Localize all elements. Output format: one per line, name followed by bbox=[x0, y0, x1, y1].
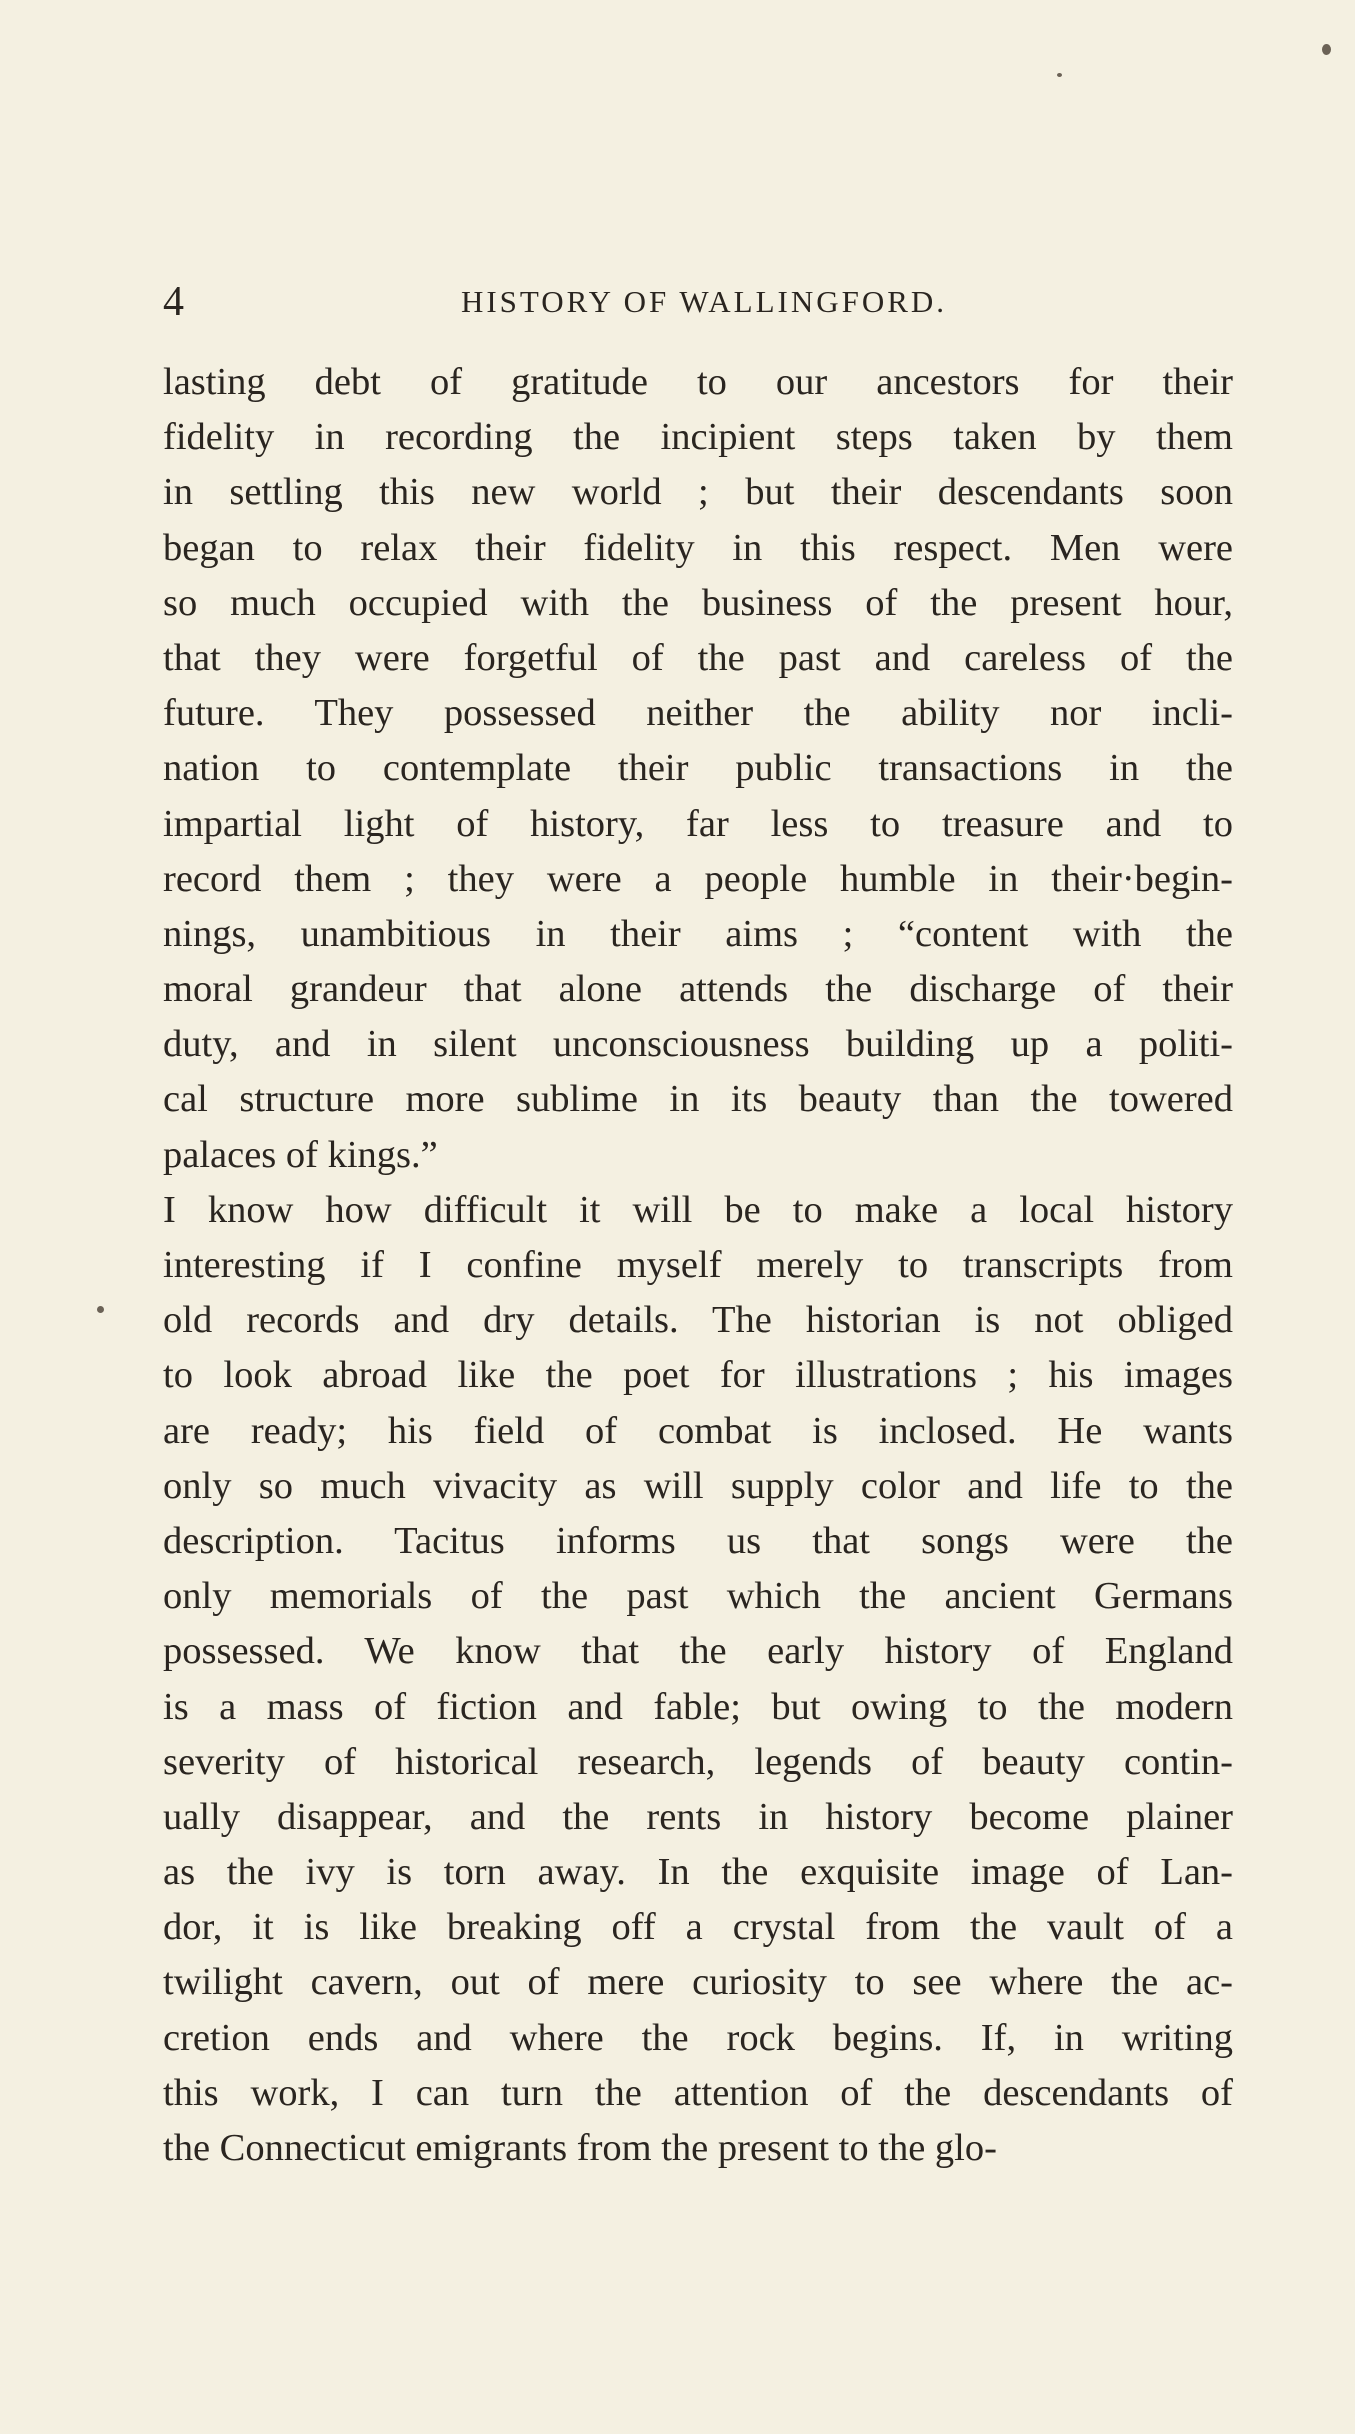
text-line: description. Tacitus informs us that songs were the bbox=[163, 1519, 1233, 1562]
text-line: lasting debt of gratitude to our ancestors for their bbox=[163, 361, 1233, 403]
text-line: impartial light of history, far less to treasure and to bbox=[163, 802, 1233, 845]
paragraph-1 bbox=[163, 355, 1233, 1183]
text-line: nings, unambitious in their aims ; “content with the bbox=[163, 912, 1233, 955]
text-line: cretion ends and where the rock begins. If, in writing bbox=[163, 2016, 1233, 2059]
text-line: nation to contemplate their public transactions in the bbox=[163, 747, 1233, 790]
text-line: the Connecticut emigrants from the present to the glo- bbox=[163, 2127, 997, 2169]
text-line: only so much vivacity as will supply color and life to the bbox=[163, 1464, 1233, 1507]
running-title: HISTORY OF WALLINGFORD. bbox=[460, 284, 948, 319]
paragraph-2 bbox=[163, 1183, 1233, 2176]
print-speck bbox=[1057, 73, 1062, 77]
text-line: cal structure more sublime in its beauty than the towered bbox=[163, 1078, 1233, 1121]
text-line: I know how difficult it will be to make a local history bbox=[163, 1188, 1233, 1231]
body-text bbox=[163, 355, 1233, 2176]
print-speck bbox=[1322, 44, 1331, 55]
text-line: twilight cavern, out of mere curiosity to see where the ac- bbox=[163, 1961, 1233, 2004]
text-line: as the ivy is torn away. In the exquisite image of Lan- bbox=[163, 1851, 1233, 1894]
text-line: possessed. We know that the early history of England bbox=[163, 1630, 1233, 1673]
text-line: old records and dry details. The historian is not obliged bbox=[163, 1299, 1233, 1342]
text-line: are ready; his field of combat is inclosed. He wants bbox=[163, 1409, 1233, 1452]
text-line: in settling this new world ; but their descendants soon bbox=[163, 471, 1233, 514]
running-head bbox=[163, 272, 1215, 332]
text-line: future. They possessed neither the ability nor incli- bbox=[163, 692, 1233, 735]
print-speck bbox=[97, 1306, 104, 1313]
text-line: ually disappear, and the rents in history become plainer bbox=[163, 1795, 1233, 1838]
text-line: that they were forgetful of the past and careless of the bbox=[163, 636, 1233, 679]
text-line: is a mass of fiction and fable; but owing to the modern bbox=[163, 1685, 1233, 1728]
text-line: palaces of kings.” bbox=[163, 1133, 438, 1176]
text-line: record them ; they were a people humble in their·begin- bbox=[163, 857, 1233, 900]
text-line: so much occupied with the business of the present hour, bbox=[163, 581, 1233, 624]
text-line: moral grandeur that alone attends the discharge of their bbox=[163, 968, 1233, 1011]
text-line: only memorials of the past which the ancient Germans bbox=[163, 1575, 1233, 1618]
text-line: to look abroad like the poet for illustrations ; his images bbox=[163, 1354, 1233, 1397]
text-line: fidelity in recording the incipient steps taken by them bbox=[163, 416, 1233, 459]
text-line: this work, I can turn the attention of the descendants of bbox=[163, 2071, 1233, 2114]
text-line: began to relax their fidelity in this respect. Men were bbox=[163, 526, 1233, 569]
text-line: dor, it is like breaking off a crystal from the vault of a bbox=[163, 1906, 1233, 1949]
page-number: 4 bbox=[163, 279, 184, 325]
text-line: duty, and in silent unconsciousness building up a politi- bbox=[163, 1023, 1233, 1066]
text-line: severity of historical research, legends of beauty contin- bbox=[163, 1740, 1233, 1783]
text-line: interesting if I confine myself merely to transcripts from bbox=[163, 1244, 1233, 1286]
